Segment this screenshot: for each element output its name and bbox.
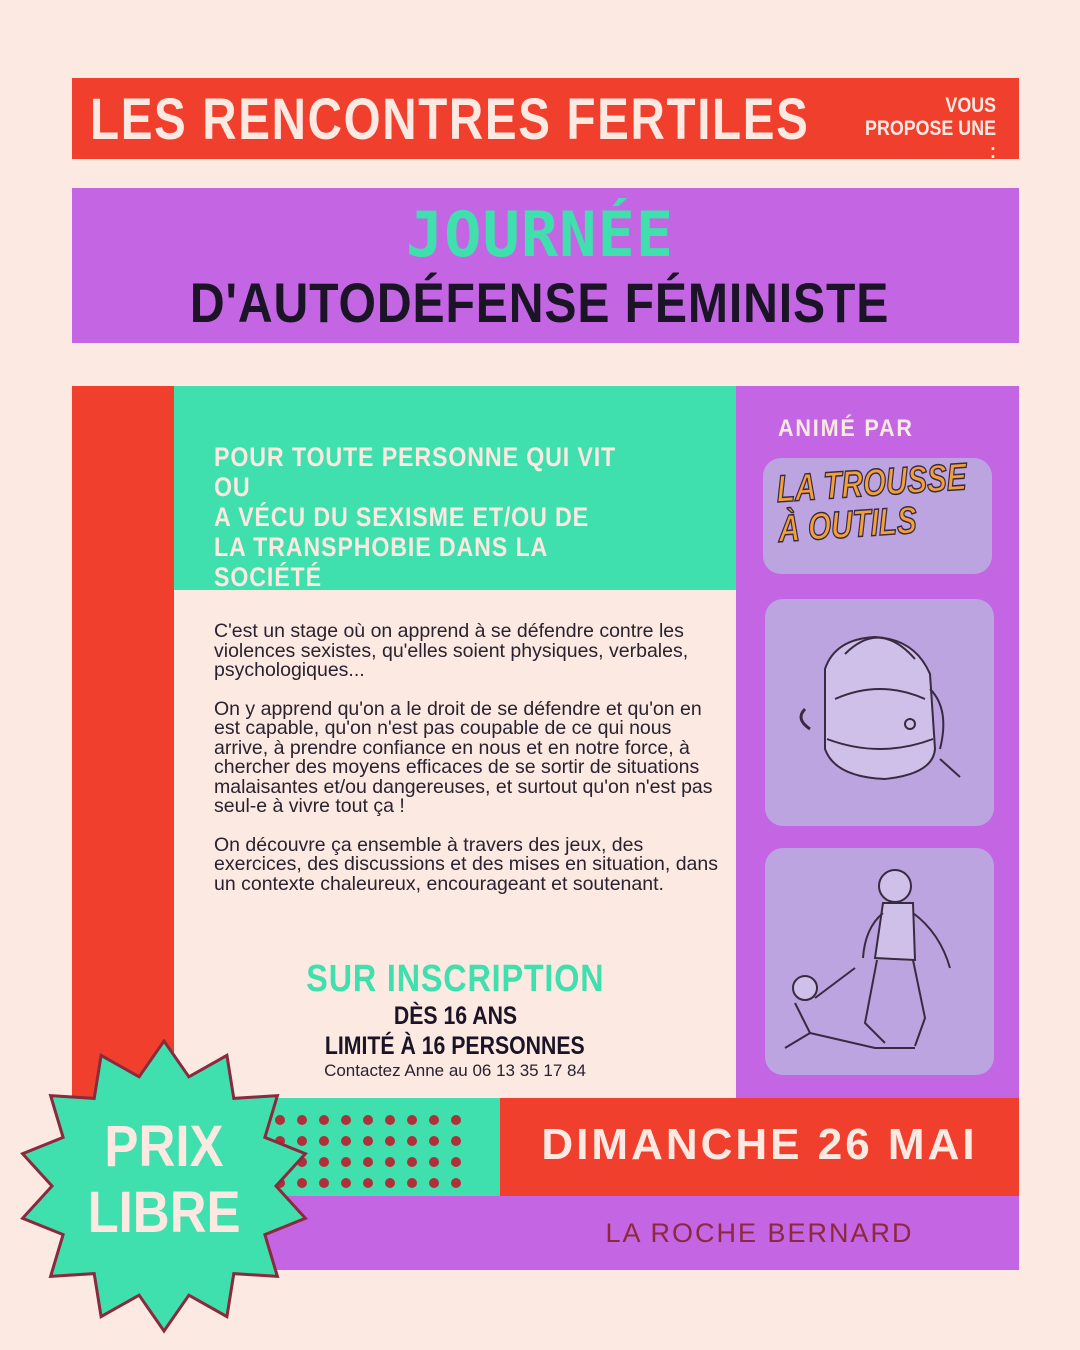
decor-dot [429,1178,439,1188]
people-helping-icon [765,848,994,1075]
decor-dot [363,1157,373,1167]
decor-dot [451,1157,461,1167]
decor-dot [429,1136,439,1146]
decor-dot [319,1157,329,1167]
event-title-line2 [0,270,1080,335]
host-label: ANIMÉ PAR [778,415,914,442]
decor-dot [407,1115,417,1125]
audience-text: POUR TOUTE PERSONNE QUI VIT OU A VÉCU DU SEXISME ET/OU DE LA TRANSPHOBIE DANS LA SOCIÉTÉ [214,442,617,592]
decor-dot [341,1136,351,1146]
decor-dot [363,1136,373,1146]
decor-dot [407,1178,417,1188]
decor-dot [429,1115,439,1125]
helping-hand-illustration [765,848,994,1075]
decor-dot [341,1115,351,1125]
decor-dot [341,1178,351,1188]
registration-age [174,1002,736,1031]
decor-dot [451,1178,461,1188]
registration-age-text: DÈS 16 ANS [393,1002,517,1030]
description-paragraph-1: C'est un stage où on apprend à se défendre contre les violences sexistes, qu'elles soient physiques, verbales, psychologiques... [214,620,689,681]
backpack-icon [765,599,994,826]
backpack-illustration [765,599,994,826]
description [214,622,724,913]
decor-dot [451,1136,461,1146]
event-location: LA ROCHE BERNARD [605,1218,914,1248]
decor-dot [319,1115,329,1125]
organizer-title: LES RENCONTRES FERTILES [90,87,810,152]
decor-dot [385,1115,395,1125]
event-date: DIMANCHE 26 MAI [541,1120,978,1169]
price-label-text: PRIX LIBRE [87,1114,241,1245]
decor-dot [363,1115,373,1125]
decor-dot [319,1136,329,1146]
price-label [14,1114,314,1246]
registration-limit-text: LIMITÉ À 16 PERSONNES [325,1032,585,1060]
decor-dot [385,1136,395,1146]
decor-dot [385,1178,395,1188]
event-title-line2-text: D'AUTODÉFENSE FÉMINISTE [190,271,890,334]
registration-title-text: SUR INSCRIPTION [305,958,605,1000]
registration-title [174,958,736,1001]
event-title-line1: JOURNÉE [405,198,675,271]
decor-dot [385,1157,395,1167]
decor-dot [429,1157,439,1167]
decor-dot [341,1157,351,1167]
description-paragraph-2: On y apprend qu'on a le droit de se défendre et qu'on en est capable, qu'on n'est pas coupable de ce qui nous arrive, à prendre confiance en nous et en notre force, à chercher des moyens efficaces de se sortir de situations malaisantes et/ou dangereuses, et surtout qu'on n'est pas seul-e à vivre tout ça ! [214,697,713,817]
decor-dot [407,1157,417,1167]
decor-dot [407,1136,417,1146]
header-subtitle: VOUS PROPOSE UNE : [865,94,996,163]
decor-dot [451,1115,461,1125]
decor-dot [319,1178,329,1188]
description-paragraph-3: On découvre ça ensemble à travers des jeux, des exercices, des discussions et des mises en situation, dans un contexte chaleureux, encourageant et soutenant. [214,833,719,895]
registration-contact: Contactez Anne au 06 13 35 17 84 [324,1061,586,1080]
decor-dot [363,1178,373,1188]
host-logo: LA TROUSSE À OUTILS [775,456,968,551]
